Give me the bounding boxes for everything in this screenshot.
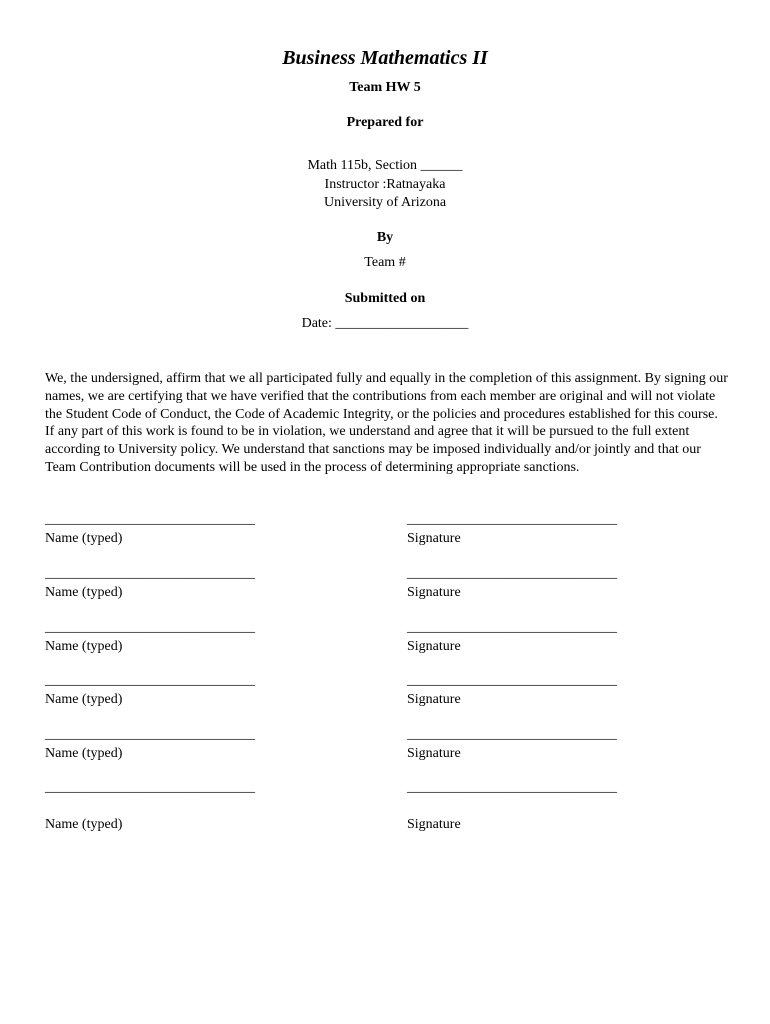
instructor-line: Instructor :Ratnayaka bbox=[324, 177, 446, 192]
signature-blank-line[interactable]: ______________________________ bbox=[407, 780, 617, 795]
prepared-for-label: Prepared for bbox=[346, 115, 424, 130]
by-label: By bbox=[376, 230, 394, 245]
name-typed-label: Name (typed) bbox=[45, 817, 123, 832]
signature-blank-line[interactable]: ______________________________ bbox=[407, 566, 617, 581]
signature-label: Signature bbox=[407, 692, 461, 707]
name-typed-label: Name (typed) bbox=[45, 746, 123, 761]
signature-label: Signature bbox=[407, 585, 461, 600]
name-blank-line[interactable]: ______________________________ bbox=[45, 512, 255, 527]
assignment-title: Team HW 5 bbox=[349, 80, 421, 95]
name-blank-line[interactable]: ______________________________ bbox=[45, 727, 255, 742]
signature-blank-line[interactable]: ______________________________ bbox=[407, 512, 617, 527]
affirmation-paragraph: We, the undersigned, affirm that we all participated fully and equally in the completion of this assignment. By signing our names, we are certifying that we have verified that the contributions from each member are original and will not violate the Student Code of Conduct, the Code of Academic Integrity, or the policies and procedures established for this course. If any part of this work is found to be in violation, we understand and agree that it will be pursued to the full extent according to University policy. We understand that sanctions may be imposed individually and/or jointly and that our Team Contribution documents will be used in the process of determining appropriate sanctions. bbox=[45, 371, 728, 475]
signature-blank-line[interactable]: ______________________________ bbox=[407, 727, 617, 742]
date-line: Date: ___________________ bbox=[301, 316, 469, 331]
name-typed-label: Name (typed) bbox=[45, 639, 123, 654]
name-blank-line[interactable]: ______________________________ bbox=[45, 620, 255, 635]
submitted-on-label: Submitted on bbox=[344, 291, 426, 306]
course-line: Math 115b, Section ______ bbox=[307, 158, 463, 173]
name-typed-label: Name (typed) bbox=[45, 585, 123, 600]
signature-label: Signature bbox=[407, 639, 461, 654]
signature-label: Signature bbox=[407, 531, 461, 546]
name-typed-label: Name (typed) bbox=[45, 692, 123, 707]
team-line: Team # bbox=[364, 255, 406, 270]
university-line: University of Arizona bbox=[323, 195, 447, 210]
name-blank-line[interactable]: ______________________________ bbox=[45, 566, 255, 581]
signature-label: Signature bbox=[407, 817, 461, 832]
signature-blank-line[interactable]: ______________________________ bbox=[407, 620, 617, 635]
name-typed-label: Name (typed) bbox=[45, 531, 123, 546]
name-blank-line[interactable]: ______________________________ bbox=[45, 780, 255, 795]
signature-blank-line[interactable]: ______________________________ bbox=[407, 673, 617, 688]
document-title: Business Mathematics II bbox=[282, 47, 488, 69]
signature-label: Signature bbox=[407, 746, 461, 761]
name-blank-line[interactable]: ______________________________ bbox=[45, 673, 255, 688]
